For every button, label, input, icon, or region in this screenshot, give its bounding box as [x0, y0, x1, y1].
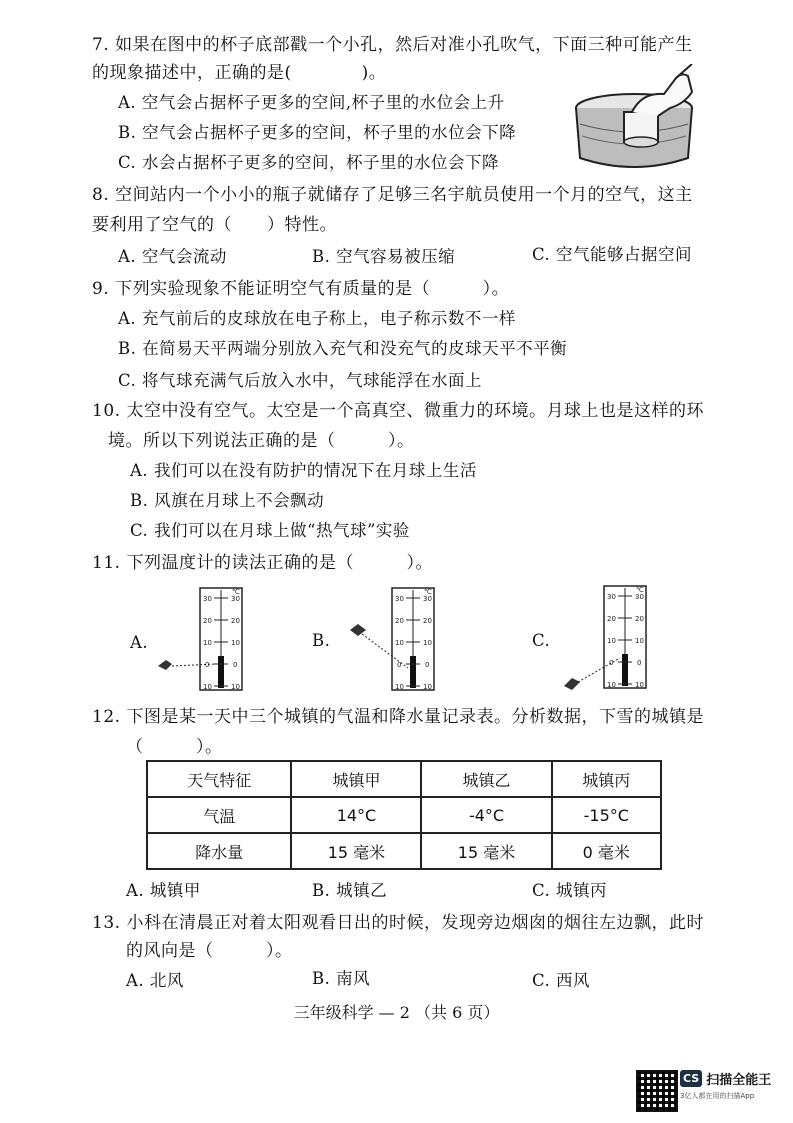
svg-text:10: 10: [395, 639, 404, 647]
table-cell: 气温: [147, 797, 291, 833]
q9-option-b: B. 在简易天平两端分别放入充气和没充气的皮球天平不平衡: [118, 339, 568, 358]
q8-option-b: B. 空气容易被压缩: [312, 247, 456, 266]
svg-text:0: 0: [425, 661, 430, 669]
q10-option-b: B. 风旗在月球上不会飘动: [130, 491, 325, 510]
q10-option-a: A. 我们可以在没有防护的情况下在月球上生活: [130, 461, 477, 480]
svg-text:0: 0: [205, 661, 210, 669]
q7-stem-line1: 7. 如果在图中的杯子底部戳一个小孔，然后对准小孔吹气，下面三种可能产生: [92, 35, 693, 55]
svg-text:10: 10: [231, 683, 240, 691]
table-cell: 14°C: [291, 797, 421, 833]
svg-text:10: 10: [607, 637, 616, 645]
thermometer-c: [560, 584, 650, 696]
scanner-name: 扫描全能王: [706, 1073, 772, 1088]
svg-text:10: 10: [203, 683, 212, 691]
svg-text:10: 10: [423, 683, 432, 691]
svg-text:30: 30: [395, 595, 404, 603]
q10-option-c: C. 我们可以在月球上做“热气球”实验: [130, 521, 410, 540]
q11-option-c-label: C.: [532, 631, 551, 650]
table-header-cell: 城镇丙: [552, 761, 661, 797]
q8-stem-line1: 8. 空间站内一个小小的瓶子就储存了足够三名宇航员使用一个月的空气，这主: [92, 185, 693, 205]
table-header-cell: 城镇乙: [421, 761, 551, 797]
svg-text:20: 20: [231, 617, 240, 625]
svg-text:10: 10: [423, 639, 432, 647]
cup-in-basin-illustration: [572, 64, 700, 176]
svg-text:10: 10: [203, 639, 212, 647]
q9-option-c: C. 将气球充满气后放入水中，气球能浮在水面上: [118, 371, 483, 390]
svg-text:30: 30: [423, 595, 432, 603]
table-cell: 0 毫米: [552, 833, 661, 869]
q13-stem-line2: 的风向是（ ）。: [126, 941, 293, 961]
table-row: [147, 797, 661, 833]
table-row: [147, 833, 661, 869]
thermo-a-tick-30: 30: [203, 595, 212, 603]
svg-text:20: 20: [607, 615, 616, 623]
table-cell: -15°C: [552, 797, 661, 833]
table-header-row: [147, 761, 661, 797]
q11-option-a-label: A.: [130, 633, 149, 652]
q13-option-b: B. 南风: [312, 969, 371, 988]
q7-option-c: C. 水会占据杯子更多的空间，杯子里的水位会下降: [118, 153, 500, 172]
qr-code-icon: [636, 1070, 678, 1112]
q12-stem-line2: （ ）。: [126, 737, 223, 757]
q10-stem-line1: 10. 太空中没有空气。太空是一个高真空、微重力的环境。月球上也是这样的环: [92, 401, 704, 421]
q9-option-a: A. 充气前后的皮球放在电子称上，电子称示数不一样: [118, 309, 516, 328]
weather-record-table: [146, 760, 662, 870]
svg-text:℃: ℃: [232, 588, 240, 596]
q12-option-c: C. 城镇丙: [532, 881, 608, 900]
q8-option-c: C. 空气能够占据空间: [532, 245, 693, 264]
svg-text:0: 0: [233, 661, 238, 669]
svg-text:10: 10: [635, 681, 644, 689]
svg-text:10: 10: [231, 639, 240, 647]
q7-option-a: A. 空气会占据杯子更多的空间,杯子里的水位会上升: [118, 93, 505, 112]
table-cell: 15 毫米: [291, 833, 421, 869]
svg-text:0: 0: [609, 659, 614, 667]
scanner-logo-icon: CS: [680, 1070, 702, 1087]
svg-text:30: 30: [607, 593, 616, 601]
q13-option-c: C. 西风: [532, 971, 591, 990]
svg-text:20: 20: [635, 615, 644, 623]
q13-stem-line1: 13. 小科在清晨正对着太阳观看日出的时候，发现旁边烟囱的烟往左边飘，此时: [92, 913, 704, 933]
q9-stem: 9. 下列实验现象不能证明空气有质量的是（ ）。: [92, 279, 510, 299]
table-cell: -4°C: [421, 797, 551, 833]
svg-text:10: 10: [635, 637, 644, 645]
q8-option-a: A. 空气会流动: [118, 247, 227, 266]
q8-stem-line2: 要利用了空气的（ ）特性。: [92, 215, 337, 235]
svg-text:30: 30: [231, 595, 240, 603]
table-cell: 降水量: [147, 833, 291, 869]
svg-text:30: 30: [635, 593, 644, 601]
svg-text:20: 20: [395, 617, 404, 625]
q12-stem-line1: 12. 下图是某一天中三个城镇的气温和降水量记录表。分析数据，下雪的城镇是: [92, 707, 704, 727]
q10-stem-line2: 境。所以下列说法正确的是（ ）。: [108, 431, 415, 451]
scanner-tagline: 3亿人都在用的扫描App: [680, 1092, 755, 1100]
table-header-cell: 城镇甲: [291, 761, 421, 797]
q11-option-b-label: B.: [312, 631, 331, 650]
svg-text:℃: ℃: [424, 588, 432, 596]
svg-text:0: 0: [397, 661, 402, 669]
q13-option-a: A. 北风: [126, 971, 184, 990]
svg-text:℃: ℃: [636, 586, 644, 594]
scanner-brand: [680, 1069, 771, 1101]
q7-option-b: B. 空气会占据杯子更多的空间，杯子里的水位会下降: [118, 123, 517, 142]
svg-text:0: 0: [637, 659, 642, 667]
q11-stem: 11. 下列温度计的读法正确的是（ ）。: [92, 553, 433, 573]
svg-text:10: 10: [395, 683, 404, 691]
table-header-cell: 天气特征: [147, 761, 291, 797]
svg-text:20: 20: [203, 617, 212, 625]
q7-stem-line2: 的现象描述中，正确的是( )。: [92, 63, 387, 83]
q12-option-a: A. 城镇甲: [126, 881, 201, 900]
svg-text:20: 20: [423, 617, 432, 625]
thermometer-a: [156, 586, 246, 696]
table-cell: 15 毫米: [421, 833, 551, 869]
q12-option-b: B. 城镇乙: [312, 881, 388, 900]
page-footer: 三年级科学 — 2 （共 6 页）: [293, 1003, 500, 1022]
svg-text:10: 10: [607, 681, 616, 689]
thermometer-b: [348, 586, 438, 696]
